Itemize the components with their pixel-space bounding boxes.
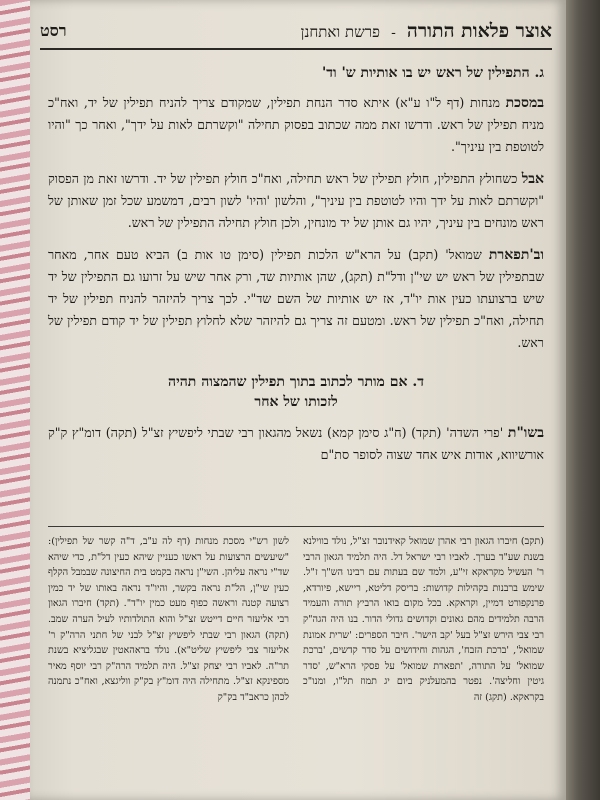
page-number: רסט: [40, 21, 67, 40]
paragraph-text: כשחולץ התפילין, חולץ תפילין של ראש תחילה, ואח"כ חולץ תפילין של יד. ודרשו זאת מן הפסוק "וקשרתם לאות על ידך והיו לטוטפת בין עיניך", והלשון 'והיו' לשון רבים, דמשמע שכל זמן שאותן של ראש מונחים בין עיניך, יהיו גם אותן של יד מונחין, ולכן חולץ תחילה התפילין של ראש.: [48, 171, 544, 230]
book-binding: [564, 0, 600, 800]
heading-line: ד. אם מותר לכתוב בתוך תפילין שהמצוה תהיה: [168, 374, 424, 390]
section-heading-g: ג. התפילין של ראש יש בו אותיות ש' וד': [321, 65, 544, 81]
page-header: [40, 14, 552, 50]
footnotes: [48, 534, 544, 796]
paragraph-text: שמואל' (תקב) על הרא"ש הלכות תפילין (סימן טו אות ב) הביא טעם אחר, מאחר שבתפילין של ראש יש שי"ן ודל"ת (תקג), שהן אותיות שד, ורק אחר שיש על זרועו גם התפילין של יד שיש ברצועתו כעין אות יו"ד, אז יש אותיות של השם שד"י. לכך צריך להיזהר להניח תפילין של יד תחילה, ואח"כ תפילין של ראש. ומטעם זה צריך גם להיזהר שלא לחלוץ תפילין של יד קודם תפילין של ראש.: [48, 247, 544, 350]
book-edge: [0, 0, 34, 800]
footnote-column-right: [303, 534, 544, 796]
paragraph-lead-word: במסכת: [505, 95, 544, 111]
paragraph-lead-word: בשו"ת: [507, 425, 544, 441]
main-text: [48, 60, 544, 476]
parasha-name: פרשת ואתחנן: [300, 22, 380, 41]
footnote-text: לשון רש"י מסכת מנחות (דף לה ע"ב, ד"ה קשר של תפילין): "שיעשים הרצועות על ראשו כעניין שיהא כעין דל"ת, כדי שיהא שד"י נראה עליהן. השי"ן נראה בקמט בית החיצונה שבמבל הקלף כעין שי"ן, הל"ת נראה בקשר, והיו"ד נראה באותו של יד כמין רצועה קטנה וראשה כפוף מעט כמין יו"ד". (תקד) חיברו הגאון רבי אליעזר חיים דייטש זצ"ל והוא התולדותיו לעיל הערה שמב. (תקה) הגאון רבי שבתי ליפשיץ זצ"ל לבני של חתני הרה"ק ר' אליעזר צבי ליפשיץ שליט"א). נולד בראהאטין שבגליציא בשנת תר"ה. לאביו רבי יצחק זצ"ל. היה תלמיד הרה"ק רבי יוסף מאיר מספינקא זצ"ל. מתחילה היה דומ"ץ בק"ק ווליגצא, ואח"כ נתמנה לכהן כראב"ד בק"ק: [48, 536, 289, 703]
paragraph-text: מנחות (דף ל"ו ע"א) איתא סדר הנחת תפילין, שמקודם צריך להניח תפילין של יד, ואח"כ מניח תפילין של ראש. ודרשו זאת ממה שכתוב בפסוק תחילה "וקשרתם לאות על ידך", ואחר כך "והיו לטוטפת בין עיניך".: [48, 95, 544, 154]
paragraph: [48, 244, 544, 354]
section-heading-d: [48, 372, 544, 412]
book-page: [30, 0, 566, 800]
paragraph-lead-word: אבל: [521, 171, 544, 187]
footnote-divider: [48, 526, 544, 527]
footnote-text: (תקב) חיברו הגאון רבי אהרן שמואל קאידנובר זצ"ל, נולד בווילנא בשנת שע"ד בערך. לאביו רבי ישראל דל. היה תלמיד הגאון הרבי ר' העשיל מקראקא זי"ע, ולמד שם בעתות עם רבינו הש"ך ז"ל. שימש ברבנות בקהילות קדושות: בריסק דליטא, ריישא, פיורדא, פרנקפורט דמיין, וקראקא. בכל מקום בואו הרביץ תורה והעמיד הרבה תלמידים מהם גאונים וקדושים גדולי הדור. בנו היה הגה"ק רבי צבי הירש זצ"ל בעל 'קב הישר'. חיבר הספרים: 'שרית אמונת שמואל', 'ברכת הזבח', הגהות וחידושים על סדר קדשים, 'ברכת שמואל' על התורה, 'תפארת שמואל' על פסקי הרא"ש, 'סדר גיטין וחליצה'. נפטר בהמעלניק ביום יג תמוז תל"ו, ומנו"כ בקראקא. (תקג) זה: [303, 536, 544, 703]
book-title: אוצר פלאות התורה: [406, 19, 552, 42]
running-title: [301, 20, 552, 43]
heading-line: לזכותו של אחר: [254, 394, 338, 410]
footnote-column-left: [48, 534, 289, 796]
paragraph-lead-word: וב'תפארת: [488, 247, 544, 263]
paragraph: [48, 168, 544, 234]
paragraph-text: 'פרי השדה' (תקד) (ח"ג סימן קמא) נשאל מהגאון רבי שבתי ליפשיץ זצ"ל (תקה) דומ"ץ ק"ק אורשיווא, אודות איש אחד שצוה לסופר סת"ם: [48, 425, 544, 462]
header-separator: -: [391, 24, 396, 41]
paragraph: [48, 422, 544, 466]
paragraph: [48, 92, 544, 158]
